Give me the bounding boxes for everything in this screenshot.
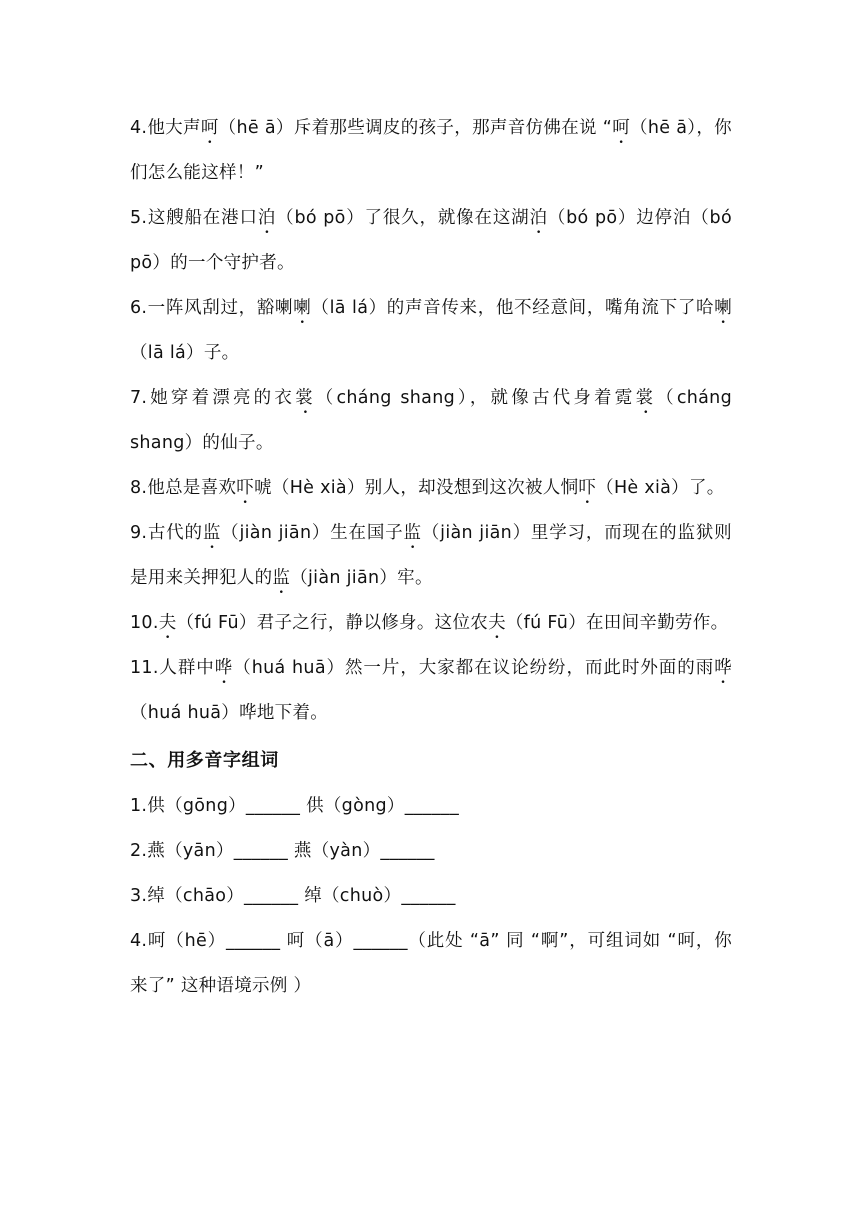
sentence-text: 5.这艘船在港口	[130, 208, 258, 228]
word-item: 2.燕（yān）______ 燕（yàn）______	[130, 841, 435, 861]
sentence-text: （huá huā）然一片，大家都在议论纷纷，而此时外面的雨	[233, 658, 715, 678]
emphasized-character: 裳	[295, 388, 316, 408]
emphasized-character: 监	[403, 523, 422, 543]
sentence-text: （Hè xià）了。	[596, 478, 725, 498]
emphasized-character: 喇	[714, 298, 733, 318]
sentence-text: 10.	[130, 613, 159, 633]
sentence-item	[130, 196, 732, 286]
emphasized-character: 监	[202, 523, 222, 543]
emphasized-character: 夫	[488, 613, 506, 633]
sentence-text: （jiàn jiān）牢。	[290, 568, 433, 588]
sentence-text: （bó pō）边停泊（bó pō）的一个守护者。	[130, 208, 732, 273]
sentence-text: （hē ā），你们怎么能这样！”	[130, 118, 732, 183]
sentence-text: 7.她穿着漂亮的衣	[130, 388, 296, 408]
sentence-text: 11.人群中	[130, 658, 215, 678]
sentence-text: （jiàn jiān）生在国子	[221, 523, 404, 543]
sentence-item	[130, 286, 732, 376]
emphasized-character: 吓	[236, 478, 255, 498]
sentence-text: 6.一阵风刮过，豁喇	[130, 298, 294, 318]
sentence-item	[130, 376, 732, 466]
sentence-text: （huá huā）哗地下着。	[130, 703, 329, 723]
word-item: 4.呵（hē）______ 呵（ā）______（此处 “ā” 同 “啊”，可组词如 “呵，你来了” 这种语境示例 ）	[130, 931, 732, 996]
sentence-list	[130, 106, 732, 736]
sentence-item	[130, 106, 732, 196]
sentence-item	[130, 646, 732, 736]
sentence-text: 唬（Hè xià）别人，却没想到这次被人恫	[254, 478, 579, 498]
sentence-item	[130, 511, 732, 601]
sentence-item	[130, 466, 732, 511]
word-item-list	[130, 784, 732, 1009]
sentence-text: （hē ā）斥着那些调皮的孩子，那声音仿佛在说 “	[218, 118, 613, 138]
emphasized-character: 监	[272, 568, 291, 588]
emphasized-character: 泊	[529, 208, 548, 228]
sentence-text: （lā lá）子。	[130, 343, 240, 363]
emphasized-character: 夫	[158, 613, 177, 633]
emphasized-character: 呵	[612, 118, 631, 138]
word-item: 1.供（gōng）______ 供（gòng）______	[130, 796, 459, 816]
sentence-text: （lā lá）的声音传来，他不经意间，嘴角流下了哈	[311, 298, 715, 318]
emphasized-character: 呵	[200, 118, 219, 138]
sentence-text: 4.他大声	[130, 118, 201, 138]
emphasized-character: 裳	[635, 388, 657, 408]
emphasized-character: 喇	[293, 298, 312, 318]
sentence-text: 9.古代的	[130, 523, 203, 543]
word-item: 3.绰（chāo）______ 绰（chuò）______	[130, 886, 456, 906]
sentence-text: （cháng shang）的仙子。	[130, 388, 732, 453]
emphasized-character: 哗	[214, 658, 234, 678]
sentence-text: 8.他总是喜欢	[130, 478, 237, 498]
sentence-item	[130, 601, 732, 646]
sentence-text: （fú Fū）在田间辛勤劳作。	[505, 613, 729, 633]
sentence-text: （jiàn jiān）里学习，而现在的监狱则是用来关押犯人的	[130, 523, 732, 588]
emphasized-character: 泊	[257, 208, 277, 228]
emphasized-character: 吓	[578, 478, 597, 498]
sentence-text: （cháng shang），就像古代身着霓	[315, 388, 636, 408]
section-heading: 二、用多音字组词	[130, 750, 279, 771]
emphasized-character: 哗	[714, 658, 732, 678]
sentence-text: （fú Fū）君子之行，静以修身。这位农	[176, 613, 489, 633]
sentence-text: （bó pō）了很久，就像在这湖	[276, 208, 530, 228]
